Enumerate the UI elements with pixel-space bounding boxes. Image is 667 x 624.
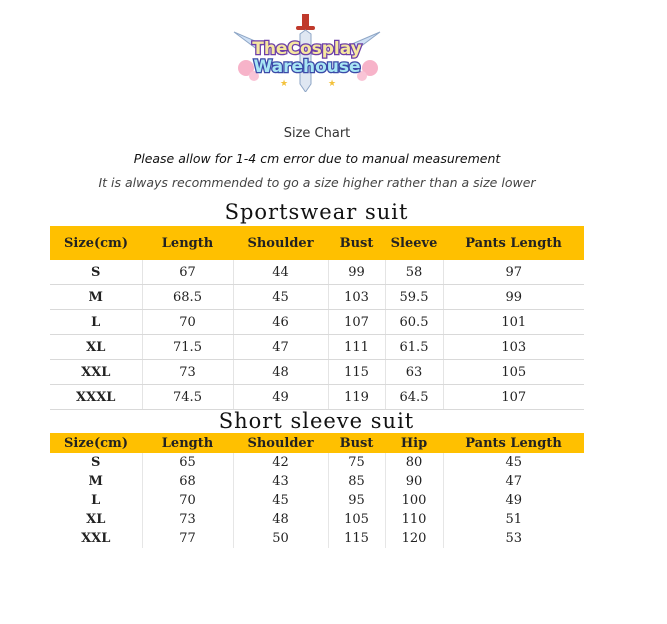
measurement-cell: 63 bbox=[385, 360, 443, 385]
size-cell: XXL bbox=[50, 529, 142, 548]
measurement-cell: 43 bbox=[233, 472, 328, 491]
measurement-cell: 50 bbox=[233, 529, 328, 548]
table-row bbox=[50, 510, 584, 529]
column-header: Sleeve bbox=[385, 226, 443, 260]
measurement-cell: 59.5 bbox=[385, 285, 443, 310]
measurement-cell: 46 bbox=[233, 310, 328, 335]
measurement-cell: 48 bbox=[233, 510, 328, 529]
measurement-cell: 103 bbox=[328, 285, 385, 310]
table-row bbox=[50, 385, 584, 410]
column-header: Pants Length bbox=[443, 226, 584, 260]
measurement-cell: 95 bbox=[328, 491, 385, 510]
measurement-cell: 53 bbox=[505, 531, 523, 546]
measurement-cell: 45 bbox=[233, 285, 328, 310]
measurement-cell: 70 bbox=[142, 491, 233, 510]
measurement-cell: 73 bbox=[142, 360, 233, 385]
measurement-cell: 115 bbox=[328, 529, 385, 548]
table-row bbox=[50, 472, 584, 491]
measurement-cell: 47 bbox=[233, 335, 328, 360]
short-sleeve-size-table bbox=[50, 433, 584, 548]
column-header: Size(cm) bbox=[50, 433, 142, 453]
column-header: Bust bbox=[328, 433, 385, 453]
measurement-cell: 73 bbox=[142, 510, 233, 529]
measurement-cell: 111 bbox=[328, 335, 385, 360]
measurement-cell: 115 bbox=[328, 360, 385, 385]
measurement-cell: 85 bbox=[328, 472, 385, 491]
measurement-cell: 75 bbox=[328, 453, 385, 472]
table-row bbox=[50, 360, 584, 385]
measurement-error-note: Please allow for 1-4 cm error due to manual measurement bbox=[133, 151, 501, 166]
measurement-cell: 58 bbox=[385, 260, 443, 285]
table-header-row bbox=[50, 433, 584, 453]
measurement-cell: 47 bbox=[505, 474, 523, 489]
measurement-cell: 105 bbox=[443, 360, 584, 385]
size-cell: XXXL bbox=[50, 385, 142, 410]
measurement-cell: 49 bbox=[505, 493, 523, 508]
measurement-cell: 51 bbox=[505, 512, 523, 527]
measurement-cell: 110 bbox=[385, 510, 443, 529]
column-header: Size(cm) bbox=[50, 226, 142, 260]
table-header-row bbox=[50, 226, 584, 260]
measurement-cell: 100 bbox=[385, 491, 443, 510]
measurement-cell: 90 bbox=[385, 472, 443, 491]
measurement-cell: 45 bbox=[233, 491, 328, 510]
size-cell: XL bbox=[50, 510, 142, 529]
size-chart-title: Size Chart bbox=[283, 126, 351, 141]
sportswear-title: Sportswear suit bbox=[224, 200, 409, 224]
measurement-cell: 68 bbox=[142, 472, 233, 491]
brand-logo bbox=[232, 14, 382, 92]
column-header: Length bbox=[142, 226, 233, 260]
table-row bbox=[50, 453, 584, 472]
measurement-cell: 119 bbox=[328, 385, 385, 410]
measurement-cell: 107 bbox=[328, 310, 385, 335]
measurement-cell: 68.5 bbox=[142, 285, 233, 310]
measurement-cell: 49 bbox=[233, 385, 328, 410]
measurement-cell: 65 bbox=[142, 453, 233, 472]
measurement-cell: 61.5 bbox=[385, 335, 443, 360]
measurement-cell: 44 bbox=[233, 260, 328, 285]
measurement-cell: 60.5 bbox=[385, 310, 443, 335]
table-row bbox=[50, 491, 584, 510]
column-header: Bust bbox=[328, 226, 385, 260]
svg-text:★: ★ bbox=[280, 79, 289, 89]
svg-text:★: ★ bbox=[328, 79, 337, 89]
table-row bbox=[50, 285, 584, 310]
short-sleeve-title: Short sleeve suit bbox=[218, 409, 415, 433]
measurement-cell: 97 bbox=[443, 260, 584, 285]
size-cell: S bbox=[50, 260, 142, 285]
table-row bbox=[50, 335, 584, 360]
size-cell: S bbox=[50, 453, 142, 472]
logo-text-line2: Warehouse bbox=[253, 57, 361, 77]
size-cell: XL bbox=[50, 335, 142, 360]
measurement-cell: 101 bbox=[443, 310, 584, 335]
measurement-cell: 99 bbox=[328, 260, 385, 285]
size-cell: L bbox=[50, 491, 142, 510]
measurement-cell: 71.5 bbox=[142, 335, 233, 360]
measurement-cell: 103 bbox=[443, 335, 584, 360]
size-cell: M bbox=[50, 285, 142, 310]
size-recommendation-note: It is always recommended to go a size higher rather than a size lower bbox=[98, 175, 536, 190]
column-header: Shoulder bbox=[233, 226, 328, 260]
measurement-cell: 48 bbox=[233, 360, 328, 385]
column-header: Pants Length bbox=[443, 433, 584, 453]
size-cell: M bbox=[50, 472, 142, 491]
measurement-cell: 80 bbox=[385, 453, 443, 472]
column-header: Hip bbox=[385, 433, 443, 453]
measurement-cell: 77 bbox=[142, 529, 233, 548]
table-row bbox=[50, 260, 584, 285]
column-header: Shoulder bbox=[233, 433, 328, 453]
table-row bbox=[50, 310, 584, 335]
measurement-cell: 42 bbox=[233, 453, 328, 472]
measurement-cell: 67 bbox=[142, 260, 233, 285]
measurement-cell: 70 bbox=[142, 310, 233, 335]
table-row bbox=[50, 529, 584, 548]
measurement-cell: 107 bbox=[443, 385, 584, 410]
measurement-cell: 120 bbox=[385, 529, 443, 548]
measurement-cell: 99 bbox=[443, 285, 584, 310]
sportswear-size-table bbox=[50, 226, 584, 410]
column-header: Length bbox=[142, 433, 233, 453]
size-cell: XXL bbox=[50, 360, 142, 385]
measurement-cell: 64.5 bbox=[385, 385, 443, 410]
measurement-cell: 74.5 bbox=[142, 385, 233, 410]
sword-hilt-icon bbox=[302, 14, 309, 28]
logo-text-line1: TheCosplay bbox=[252, 39, 362, 59]
measurement-cell: 105 bbox=[328, 510, 385, 529]
size-cell: L bbox=[50, 310, 142, 335]
measurement-cell: 45 bbox=[505, 455, 523, 470]
